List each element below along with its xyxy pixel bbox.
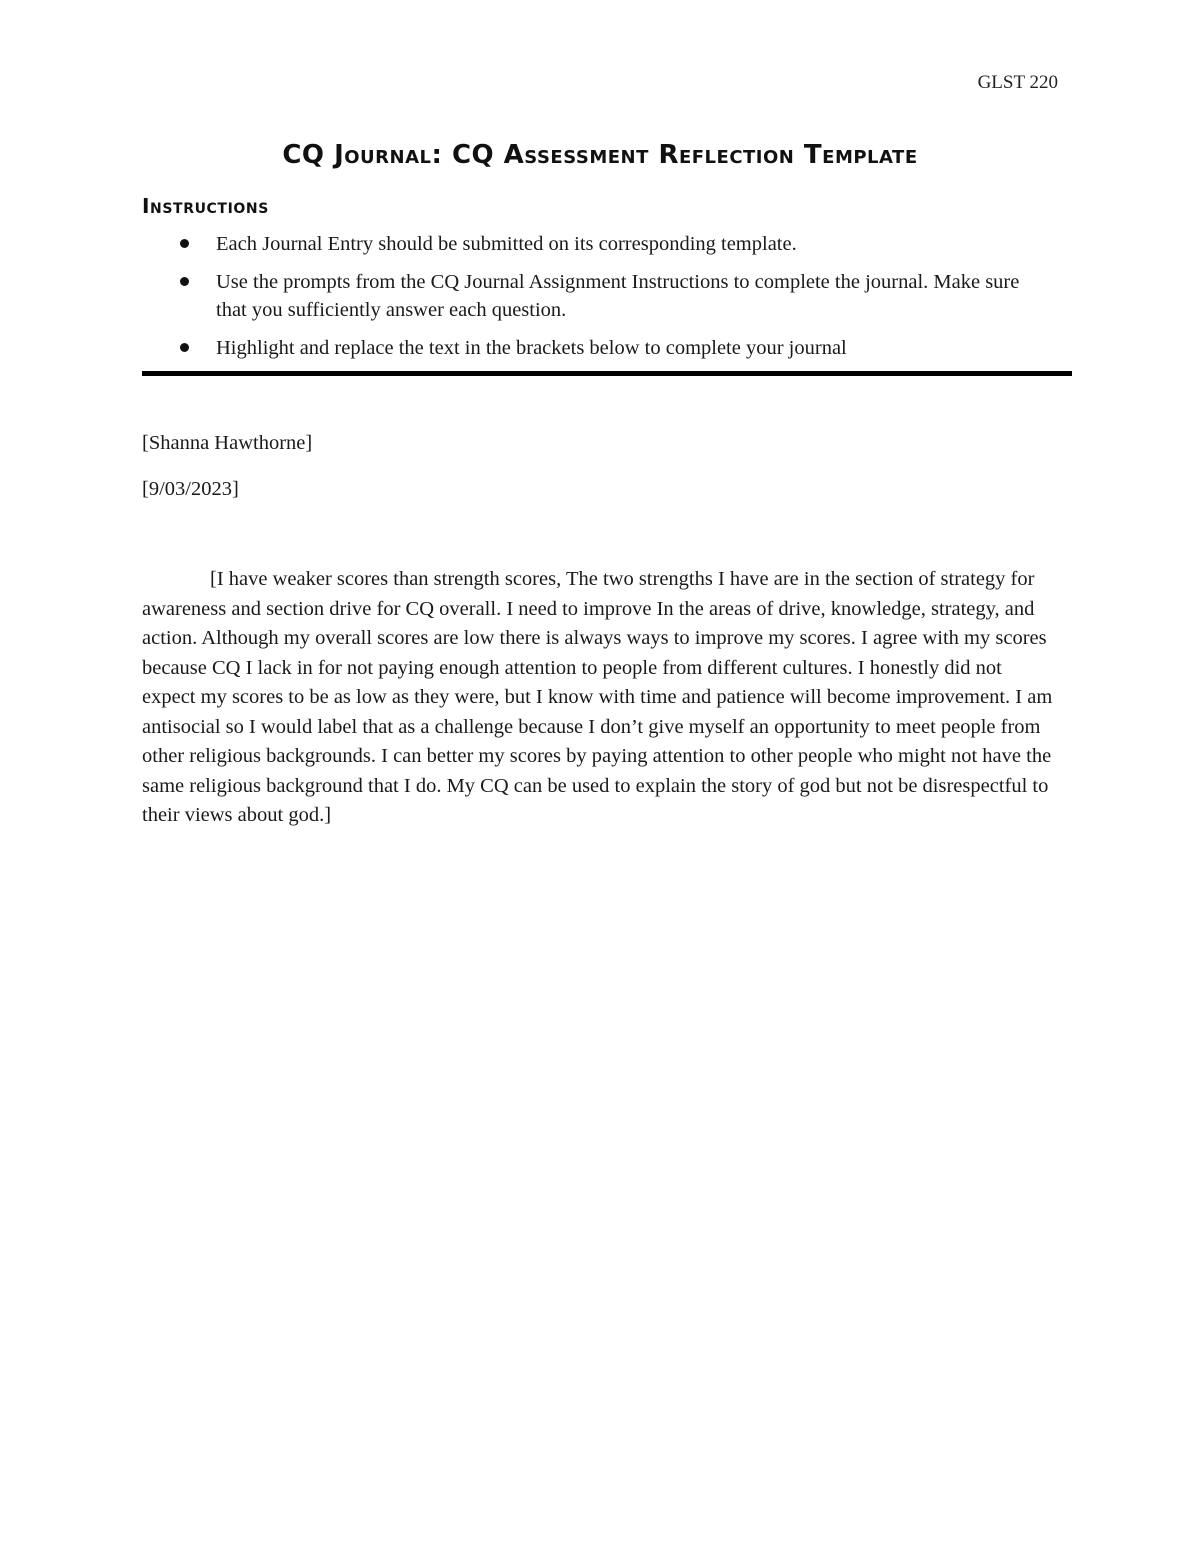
horizontal-divider: [142, 371, 1072, 376]
instruction-text: Use the prompts from the CQ Journal Assignment Instructions to complete the journal. Make sure that you sufficiently answer each question.: [216, 271, 1020, 321]
instruction-text: Highlight and replace the text in the brackets below to complete your journal: [216, 337, 847, 359]
student-name[interactable]: [Shanna Hawthorne]: [142, 432, 313, 454]
instruction-text: Each Journal Entry should be submitted on its corresponding template.: [216, 233, 797, 255]
course-code: GLST 220: [977, 72, 1058, 93]
document-title: CQ Journal: CQ Assessment Reflection Template: [282, 140, 918, 170]
bullet-icon: [180, 343, 189, 352]
instructions-list: [142, 230, 1042, 372]
bullet-icon: [180, 277, 189, 286]
instructions-heading: Instructions: [142, 194, 269, 218]
entry-date[interactable]: [9/03/2023]: [142, 478, 239, 500]
reflection-paragraph[interactable]: [I have weaker scores than strength scores, The two strengths I have are in the section of strategy for awareness and section drive for CQ overall. I need to improve In the areas of drive, knowledge, strategy, and action. Although my overall scores are low there is always ways to improve my scores. I agree with my scores because CQ I lack in for not paying enough attention to people from different cultures. I honestly did not expect my scores to be as low as they were, but I know with time and patience will become improvement. I am antisocial so I would label that as a challenge because I don’t give myself an opportunity to meet people from other religious backgrounds. I can better my scores by paying attention to other people who might not have the same religious background that I do. My CQ can be used to explain the story of god but not be disrespectful to their views about god.]: [142, 568, 1053, 826]
instruction-item: [142, 230, 1042, 258]
instruction-item: [142, 334, 1042, 362]
instruction-item: [142, 268, 1042, 324]
bullet-icon: [180, 239, 189, 248]
